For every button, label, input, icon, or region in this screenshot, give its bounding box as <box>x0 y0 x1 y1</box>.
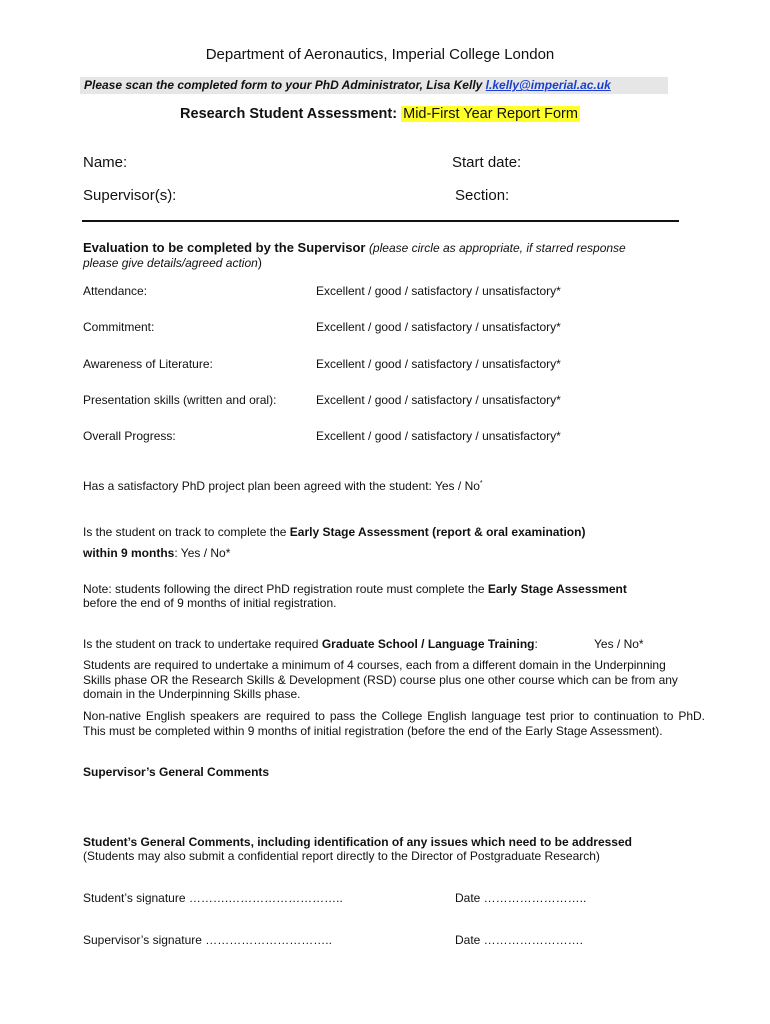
evaluation-note-close: ) <box>257 256 262 270</box>
supervisor-signature-line[interactable]: Supervisor’s signature ………………………….. <box>83 933 332 947</box>
supervisors-label: Supervisor(s): <box>83 187 177 204</box>
form-title-prefix: Research Student Assessment: <box>180 106 398 122</box>
esa-question <box>83 525 585 540</box>
english-paragraph: Non-native English speakers are required to pass the College English language test prior to continuation to PhD. This must be completed within 9 months of initial registration (before the end of the Early Stage Assessment). <box>83 709 705 738</box>
project-plan-question <box>83 477 483 494</box>
esa-within: within 9 months <box>83 546 175 560</box>
evaluation-note: (please circle as appropriate, if starred response <box>368 241 626 255</box>
supervisor-date-line[interactable]: Date ……………………. <box>455 933 584 947</box>
scan-note-text: Please scan the completed form to your PhD Administrator, Lisa Kelly <box>84 78 483 92</box>
student-signature-line[interactable]: Student’s signature ……….……………………….. <box>83 891 343 905</box>
form-title-highlight: Mid-First Year Report Form <box>403 106 578 122</box>
overall-progress-label: Overall Progress: <box>83 429 176 443</box>
form-title <box>0 106 760 122</box>
section-divider <box>82 220 679 222</box>
student-comments-note: (Students may also submit a confidential report directly to the Director of Postgraduate Research) <box>83 849 600 863</box>
admin-email-link[interactable]: l.kelly@imperial.ac.uk <box>485 78 611 92</box>
gs-question-text: Is the student on track to undertake required <box>83 637 322 651</box>
department-heading: Department of Aeronautics, Imperial College London <box>205 46 555 63</box>
esa-note-text: Note: students following the direct PhD registration route must complete the <box>83 582 488 596</box>
presentation-label: Presentation skills (written and oral): <box>83 393 277 407</box>
commitment-label: Commitment: <box>83 320 155 334</box>
esa-note-line2: before the end of 9 months of initial registration. <box>83 596 337 610</box>
courses-paragraph: Students are required to undertake a minimum of 4 courses, each from a different domain in the Underpinning Skills phase OR the Research Skills & Development (RSD) course plus one other course which can be from any domain in the Underpinning Skills phase. <box>83 658 678 701</box>
overall-progress-options[interactable]: Excellent / good / satisfactory / unsatisfactory* <box>316 429 561 443</box>
esa-question-text: Is the student on track to complete the <box>83 525 290 539</box>
name-label: Name: <box>83 154 128 171</box>
gs-colon: : <box>534 637 538 651</box>
evaluation-heading <box>83 240 683 271</box>
supervisor-comments-heading: Supervisor’s General Comments <box>83 765 270 779</box>
literature-options[interactable]: Excellent / good / satisfactory / unsatisfactory* <box>316 357 561 371</box>
attendance-label: Attendance: <box>83 284 148 298</box>
gs-answer[interactable]: Yes / No* <box>594 637 644 651</box>
literature-label: Awareness of Literature: <box>83 357 213 371</box>
section-label: Section: <box>455 187 510 204</box>
esa-note-line1 <box>83 582 627 597</box>
student-comments-heading: Student’s General Comments, including identification of any issues which need to be addressed <box>83 835 632 849</box>
graduate-school-question <box>83 637 538 652</box>
scan-note <box>84 78 611 92</box>
esa-note-bold: Early Stage Assessment <box>487 582 627 596</box>
evaluation-note-cont: please give details/agreed action <box>83 256 258 270</box>
project-plan-text: Has a satisfactory PhD project plan been agreed with the student: Yes / No <box>83 479 480 493</box>
evaluation-title: Evaluation to be completed by the Supervisor <box>83 240 366 255</box>
start-date-label: Start date: <box>452 154 522 171</box>
esa-question-bold: Early Stage Assessment (report & oral examination) <box>289 525 586 539</box>
commitment-options[interactable]: Excellent / good / satisfactory / unsatisfactory* <box>316 320 561 334</box>
student-date-line[interactable]: Date …………………….. <box>455 891 587 905</box>
esa-answer-line <box>83 546 230 561</box>
esa-answer[interactable]: : Yes / No* <box>174 546 231 560</box>
attendance-options[interactable]: Excellent / good / satisfactory / unsatisfactory* <box>316 284 561 298</box>
presentation-options[interactable]: Excellent / good / satisfactory / unsatisfactory* <box>316 393 561 407</box>
gs-question-bold: Graduate School / Language Training <box>321 637 535 651</box>
project-plan-star: * <box>479 480 483 487</box>
